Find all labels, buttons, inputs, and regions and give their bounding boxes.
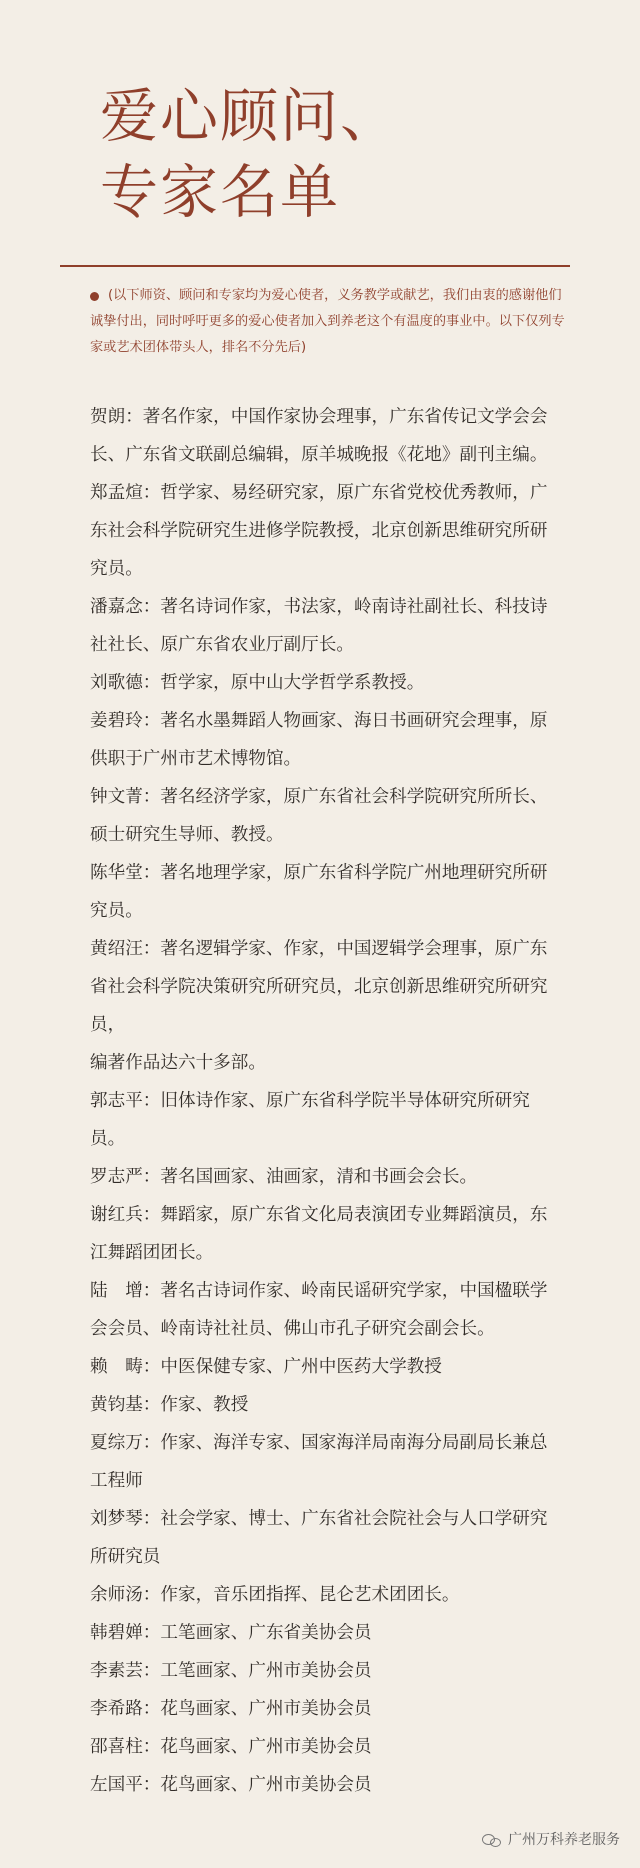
expert-entry	[90, 588, 560, 664]
expert-entry	[90, 1690, 560, 1728]
expert-entry	[90, 664, 560, 702]
expert-entry-text: 郑孟煊：哲学家、易经研究家，原广东省党校优秀教师，广东社会科学院研究生进修学院教授，北京创新思维研究所研究员。	[90, 483, 548, 579]
expert-entry-text: 刘梦琴：社会学家、博士、广东省社会院社会与人口学研究所研究员	[90, 1509, 548, 1567]
expert-entry-text: 李素芸：工笔画家、广州市美协会员	[90, 1661, 372, 1681]
expert-entry-text: 黄钧基：作家、教授	[90, 1395, 249, 1415]
expert-entry	[90, 1576, 560, 1614]
expert-entry-text: 潘嘉念：著名诗词作家，书法家，岭南诗社副社长、科技诗社社长、原广东省农业厅副厅长。	[90, 597, 548, 655]
expert-entry-text: 赖 畴：中医保健专家、广州中医药大学教授	[90, 1357, 442, 1377]
expert-entry	[90, 1614, 560, 1652]
expert-entry	[90, 1500, 560, 1576]
expert-entry	[90, 1082, 560, 1158]
expert-entry	[90, 1728, 560, 1766]
expert-entry	[90, 1158, 560, 1196]
footer-watermark	[482, 1830, 620, 1850]
intro-note-text: (以下师资、顾问和专家均为爱心使者，义务教学或献艺，我们由衷的感谢他们诚挚付出，同时呼吁更多的爱心使者加入到养老这个有温度的事业中。以下仅列专家或艺术团体带头人，排名不分先后)	[90, 288, 565, 355]
expert-entry	[90, 778, 560, 854]
expert-entry-text: 邵喜柱：花鸟画家、广州市美协会员	[90, 1737, 372, 1757]
wechat-icon	[482, 1832, 502, 1848]
expert-entry-text: 钟文菁：著名经济学家，原广东省社会科学院研究所所长、硕士研究生导师、教授。	[90, 787, 548, 845]
expert-entry	[90, 854, 560, 930]
expert-entry	[90, 474, 560, 588]
expert-entry-text: 罗志严：著名国画家、油画家，清和书画会会长。	[90, 1167, 478, 1187]
expert-entry	[90, 930, 560, 1044]
expert-list	[90, 398, 560, 1804]
footer-account-name: 广州万科养老服务	[508, 1832, 620, 1848]
intro-note	[90, 283, 565, 361]
expert-entry-text: 谢红兵：舞蹈家，原广东省文化局表演团专业舞蹈演员，东江舞蹈团团长。	[90, 1205, 548, 1263]
expert-entry-text: 夏综万：作家、海洋专家、国家海洋局南海分局副局长兼总工程师	[90, 1433, 548, 1491]
expert-entry	[90, 1196, 560, 1272]
expert-entry	[90, 1386, 560, 1424]
expert-entry-text: 黄绍汪：著名逻辑学家、作家，中国逻辑学会理事，原广东省社会科学院决策研究所研究员，北京创新思维研究所研究员，	[90, 939, 548, 1035]
expert-entry-text: 李希路：花鸟画家、广州市美协会员	[90, 1699, 372, 1719]
expert-entry-text: 编著作品达六十多部。	[90, 1053, 266, 1073]
expert-entry-text: 陈华堂：著名地理学家，原广东省科学院广州地理研究所研究员。	[90, 863, 548, 921]
expert-entry-text: 余师汤：作家，音乐团指挥、昆仑艺术团团长。	[90, 1585, 460, 1605]
expert-entry-text: 郭志平：旧体诗作家、原广东省科学院半导体研究所研究员。	[90, 1091, 530, 1149]
title-line-2: 专家名单	[100, 158, 341, 226]
expert-entry-text: 贺朗：著名作家，中国作家协会理事，广东省传记文学会会长、广东省文联副总编辑，原羊城晚报《花地》副刊主编。	[90, 407, 548, 465]
expert-entry	[90, 1766, 560, 1804]
expert-entry-text: 刘歌德：哲学家，原中山大学哲学系教授。	[90, 673, 425, 693]
expert-entry-text: 左国平：花鸟画家、广州市美协会员	[90, 1775, 372, 1795]
title-divider	[60, 265, 570, 267]
expert-entry-text: 韩碧婵：工笔画家、广东省美协会员	[90, 1623, 372, 1643]
expert-entry-text: 陆 增：著名古诗词作家、岭南民谣研究学家，中国楹联学会会员、岭南诗社社员、佛山市孔子研究会副会长。	[90, 1281, 548, 1339]
expert-entry	[90, 1044, 560, 1082]
expert-entry	[90, 1348, 560, 1386]
expert-entry-text: 姜碧玲：著名水墨舞蹈人物画家、海日书画研究会理事，原供职于广州市艺术博物馆。	[90, 711, 548, 769]
title-line-1: 爱心顾问、	[100, 82, 401, 150]
expert-entry	[90, 1652, 560, 1690]
expert-entry	[90, 702, 560, 778]
expert-entry	[90, 1424, 560, 1500]
expert-entry	[90, 398, 560, 474]
expert-entry	[90, 1272, 560, 1348]
page-title	[100, 78, 580, 230]
